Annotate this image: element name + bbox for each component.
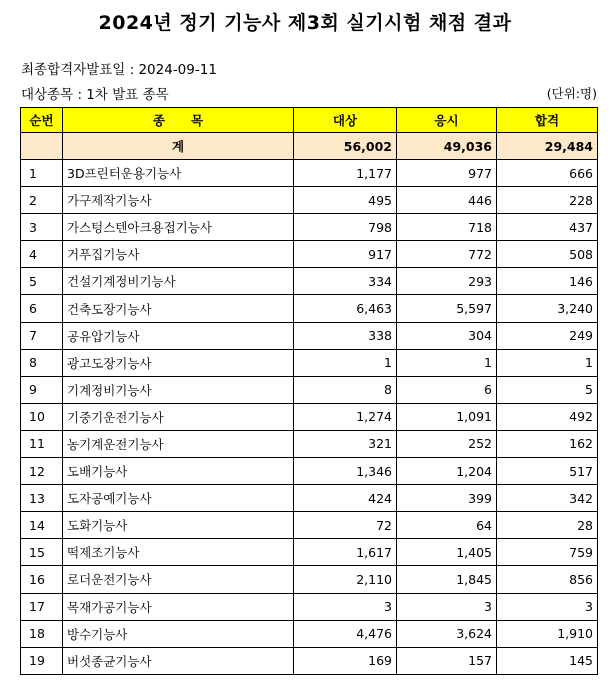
row-target: 917 (294, 241, 397, 268)
table-row (21, 214, 598, 241)
row-applied: 5,597 (397, 295, 497, 322)
row-passed: 145 (497, 647, 598, 674)
row-target: 1,274 (294, 403, 397, 430)
row-item-name: 3D프린터운용기능사 (63, 160, 294, 187)
total-passed: 29,484 (497, 133, 598, 160)
row-target: 3 (294, 593, 397, 620)
header-passed: 합격 (497, 108, 598, 133)
table-row (21, 458, 598, 485)
row-no: 18 (21, 620, 63, 647)
row-passed: 342 (497, 485, 598, 512)
row-item-name: 가스텅스텐아크용접기능사 (63, 214, 294, 241)
row-no: 19 (21, 647, 63, 674)
table-row (21, 512, 598, 539)
row-applied: 718 (397, 214, 497, 241)
row-no: 15 (21, 539, 63, 566)
total-row (21, 133, 598, 160)
row-applied: 1,204 (397, 458, 497, 485)
row-applied: 3,624 (397, 620, 497, 647)
row-target: 1,617 (294, 539, 397, 566)
row-item-name: 로더운전기능사 (63, 566, 294, 593)
row-target: 1,346 (294, 458, 397, 485)
row-item-name: 방수기능사 (63, 620, 294, 647)
row-item-name: 버섯종균기능사 (63, 647, 294, 674)
row-passed: 3 (497, 593, 598, 620)
row-target: 338 (294, 322, 397, 349)
row-passed: 5 (497, 376, 598, 403)
row-passed: 162 (497, 430, 598, 457)
row-item-name: 목재가공기능사 (63, 593, 294, 620)
row-target: 321 (294, 430, 397, 457)
row-no: 8 (21, 349, 63, 376)
table-row (21, 430, 598, 457)
target-items-label: 대상종목 : 1차 발표 종목 (21, 87, 169, 103)
row-item-name: 가구제작기능사 (63, 187, 294, 214)
row-no: 7 (21, 322, 63, 349)
header-no: 순번 (21, 108, 63, 133)
row-passed: 3,240 (497, 295, 598, 322)
row-item-name: 농기계운전기능사 (63, 430, 294, 457)
row-no: 3 (21, 214, 63, 241)
row-applied: 64 (397, 512, 497, 539)
row-item-name: 건설기계정비기능사 (63, 268, 294, 295)
row-no: 4 (21, 241, 63, 268)
row-target: 1,177 (294, 160, 397, 187)
table-row (21, 241, 598, 268)
table-row (21, 268, 598, 295)
total-blank (21, 133, 63, 160)
row-no: 12 (21, 458, 63, 485)
row-applied: 6 (397, 376, 497, 403)
table-row (21, 160, 598, 187)
row-applied: 1 (397, 349, 497, 376)
unit-label: (단위:명) (546, 86, 597, 101)
row-item-name: 기중기운전기능사 (63, 403, 294, 430)
table-row (21, 593, 598, 620)
row-passed: 228 (497, 187, 598, 214)
row-applied: 157 (397, 647, 497, 674)
table-row (21, 295, 598, 322)
row-target: 2,110 (294, 566, 397, 593)
row-applied: 1,091 (397, 403, 497, 430)
header-row (21, 108, 598, 133)
row-no: 13 (21, 485, 63, 512)
row-target: 1 (294, 349, 397, 376)
table-row (21, 566, 598, 593)
header-item: 종 목 (63, 108, 294, 133)
row-passed: 492 (497, 403, 598, 430)
row-target: 495 (294, 187, 397, 214)
table-row (21, 322, 598, 349)
announcement-date: 최종합격자발표일 : 2024-09-11 (21, 62, 217, 78)
row-no: 9 (21, 376, 63, 403)
row-passed: 437 (497, 214, 598, 241)
total-target: 56,002 (294, 133, 397, 160)
total-applied: 49,036 (397, 133, 497, 160)
row-passed: 508 (497, 241, 598, 268)
row-passed: 146 (497, 268, 598, 295)
row-passed: 759 (497, 539, 598, 566)
results-table (20, 107, 598, 675)
table-row (21, 187, 598, 214)
meta-row (21, 83, 597, 103)
row-target: 8 (294, 376, 397, 403)
row-target: 424 (294, 485, 397, 512)
table-row (21, 647, 598, 674)
table-row (21, 376, 598, 403)
row-item-name: 도화기능사 (63, 512, 294, 539)
row-no: 17 (21, 593, 63, 620)
table-row (21, 539, 598, 566)
row-target: 6,463 (294, 295, 397, 322)
row-applied: 772 (397, 241, 497, 268)
row-passed: 1,910 (497, 620, 598, 647)
row-no: 5 (21, 268, 63, 295)
table-row (21, 349, 598, 376)
row-applied: 252 (397, 430, 497, 457)
row-applied: 1,405 (397, 539, 497, 566)
row-item-name: 광고도장기능사 (63, 349, 294, 376)
row-item-name: 떡제조기능사 (63, 539, 294, 566)
row-target: 798 (294, 214, 397, 241)
row-applied: 293 (397, 268, 497, 295)
row-item-name: 도배기능사 (63, 458, 294, 485)
row-item-name: 도자공예기능사 (63, 485, 294, 512)
row-applied: 977 (397, 160, 497, 187)
table-row (21, 620, 598, 647)
row-target: 4,476 (294, 620, 397, 647)
table-row (21, 485, 598, 512)
row-item-name: 건축도장기능사 (63, 295, 294, 322)
row-applied: 3 (397, 593, 497, 620)
header-target: 대상 (294, 108, 397, 133)
row-no: 14 (21, 512, 63, 539)
row-passed: 249 (497, 322, 598, 349)
row-passed: 1 (497, 349, 598, 376)
row-no: 6 (21, 295, 63, 322)
row-no: 1 (21, 160, 63, 187)
row-applied: 1,845 (397, 566, 497, 593)
row-item-name: 기계정비기능사 (63, 376, 294, 403)
row-no: 11 (21, 430, 63, 457)
row-passed: 28 (497, 512, 598, 539)
row-no: 10 (21, 403, 63, 430)
row-passed: 517 (497, 458, 598, 485)
row-target: 72 (294, 512, 397, 539)
row-applied: 399 (397, 485, 497, 512)
total-label: 계 (63, 133, 294, 160)
row-no: 16 (21, 566, 63, 593)
row-target: 169 (294, 647, 397, 674)
row-no: 2 (21, 187, 63, 214)
page-title: 2024년 정기 기능사 제3회 실기시험 채점 결과 (98, 12, 512, 34)
row-applied: 304 (397, 322, 497, 349)
header-applied: 응시 (397, 108, 497, 133)
row-target: 334 (294, 268, 397, 295)
row-passed: 856 (497, 566, 598, 593)
row-passed: 666 (497, 160, 598, 187)
table-row (21, 403, 598, 430)
row-item-name: 거푸집기능사 (63, 241, 294, 268)
row-applied: 446 (397, 187, 497, 214)
row-item-name: 공유압기능사 (63, 322, 294, 349)
